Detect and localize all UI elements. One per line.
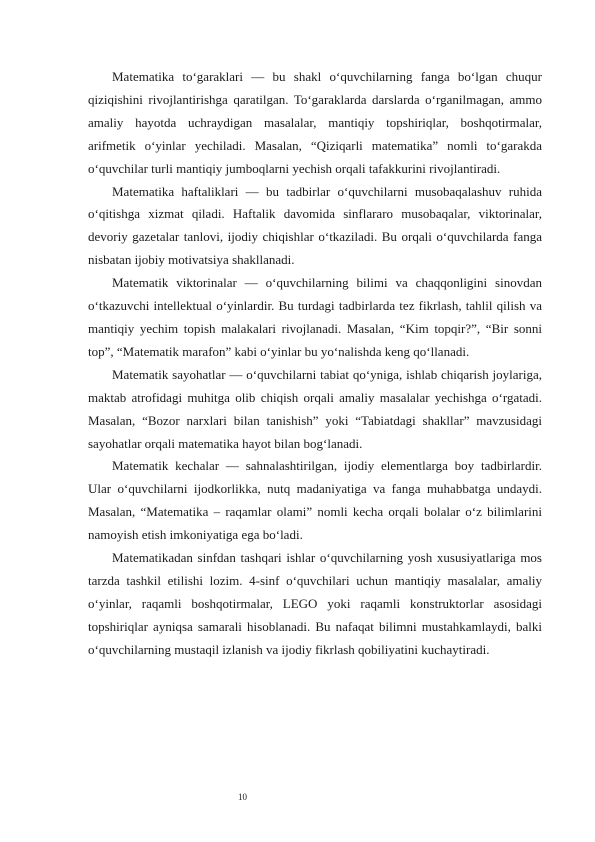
page-body — [88, 66, 542, 662]
paragraph-math-clubs: Matematika to‘garaklari — bu shakl o‘quvchilarning fanga bo‘lgan chuqur qiziqishini rivojlantirishga qaratilgan. To‘garaklarda darslarda o‘rganilmagan, ammo amaliy hayotda uchraydigan masalalar, mantiqiy topshiriqlar, boshqotirmalar, arifmetik o‘yinlar yechiladi. Masalan, “Qiziqarli matematika” nomli to‘garakda o‘quvchilar turli mantiqiy jumboqlarni yechish orqali tafakkurini rivojlantiradi. — [88, 69, 542, 176]
paragraph-math-weeks: Matematika haftaliklari — bu tadbirlar o‘quvchilarni musobaqalashuv ruhida o‘qitishga xizmat qiladi. Haftalik davomida sinflararo musobaqalar, viktorinalar, devoriy gazetalar tanlovi, ijodiy chiqishlar o‘tkaziladi. Bu orqali o‘quvchilarda fanga nisbatan ijobiy motivatsiya shakllanadi. — [88, 183, 542, 268]
paragraph-math-quizzes: Matematik viktorinalar — o‘quvchilarning bilimi va chaqqonligini sinovdan o‘tkazuvchi intellektual o‘yinlardir. Bu turdagi tadbirlarda tez fikrlash, tahlil qilish va mantiqiy yechim topish malakalari rivojlanadi. Masalan, “Kim topqir?”, “Bir sonni top”, “Matematik marafon” kabi o‘yinlar bu yo‘nalishda keng qo‘llanadi. — [88, 275, 542, 359]
paragraph-extracurricular-summary: Matematikadan sinfdan tashqari ishlar o‘quvchilarning yosh xususiyatlariga mos tarzda tashkil etilishi lozim. 4-sinf o‘quvchilari uchun mantiqiy masalalar, amaliy o‘yinlar, raqamli boshqotirmalar, LEGO yoki raqamli konstruktorlar asosidagi topshiriqlar ayniqsa samarali hisoblanadi. Bu nafaqat bilimni mustahkamlaydi, balki o‘quvchilarning mustaqil izlanish va ijodiy fikrlash qobiliyatini kuchaytiradi. — [88, 550, 542, 657]
page-number-container — [0, 792, 595, 802]
paragraph-math-evenings: Matematik kechalar — sahnalashtirilgan, ijodiy elementlarga boy tadbirlardir. Ular o‘quvchilarni ijodkorlikka, nutq madaniyatiga va fanga muhabbatga undaydi. Masalan, “Matematika – raqamlar olami” nomli kecha orqali bolalar o‘z bilimlarini namoyish etish imkoniyatiga ega bo‘ladi. — [88, 458, 542, 543]
paragraph-math-trips: Matematik sayohatlar — o‘quvchilarni tabiat qo‘yniga, ishlab chiqarish joylariga, maktab atrofidagi muhitga olib chiqish orqali amaliy masalalar yechishga o‘rgatadi. Masalan, “Bozor narxlari bilan tanishish” yoki “Tabiatdagi shakllar” mavzusidagi sayohatlar orqali matematika hayot bilan bog‘lanadi. — [88, 366, 542, 451]
page-number: 10 — [238, 792, 247, 802]
